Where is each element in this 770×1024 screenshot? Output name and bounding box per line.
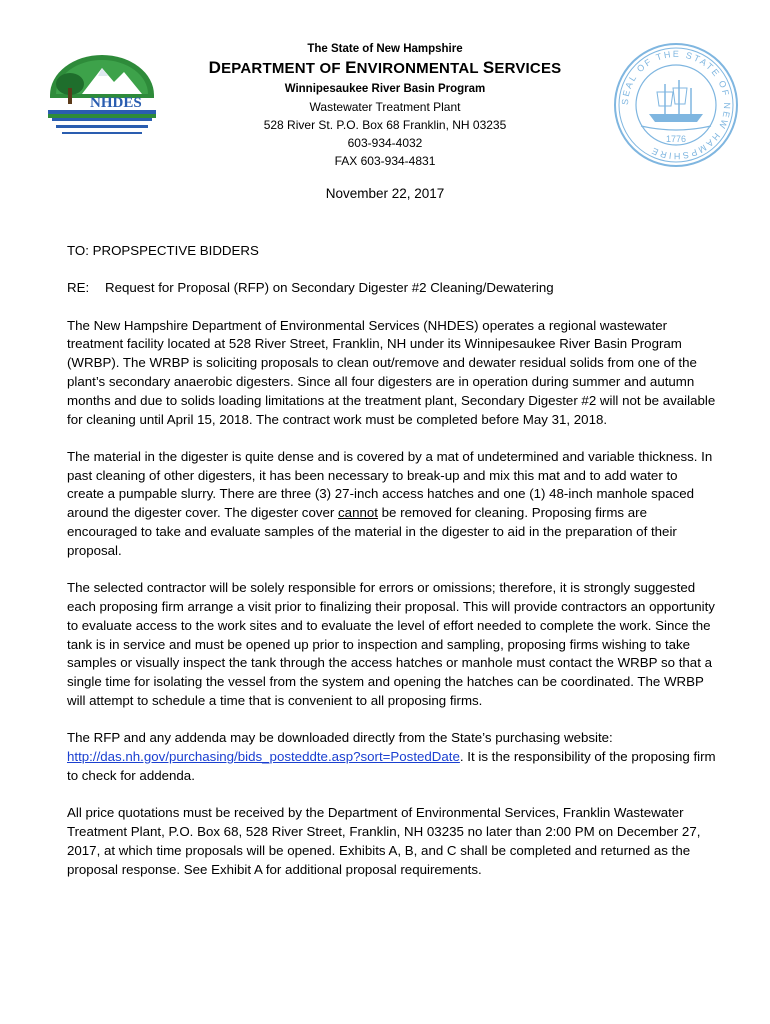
fax: FAX 603-934-4831 [334, 154, 436, 168]
department-name: DEPARTMENT OF ENVIRONMENTAL SERVICES [208, 58, 562, 77]
svg-text:SEAL OF THE STATE OF NEW HAMPS [620, 49, 732, 161]
nhdes-logo-graphic [42, 50, 162, 140]
letter-body [67, 242, 717, 898]
paragraph-1: The New Hampshire Department of Environmental Services (NHDES) operates a regional wastewater treatment facility located at 528 River Street, Franklin, NH under its Winnipesaukee River Basin Program (WRBP). The WRBP is soliciting proposals to clean out/remove and dewater residual solids from one of the plant’s secondary anaerobic digesters. Since all four digesters are in operation during summer and autumn months and due to solids loading limitations at the treatment plant, Secondary Digester #2 will not be available for cleaning until April 15, 2018. The contract work must be completed before May 31, 2018. [67, 317, 716, 427]
seal-year: 1776 [665, 134, 687, 144]
nhdes-logo [42, 50, 162, 140]
re-label: RE: [67, 280, 90, 296]
facility-name: Wastewater Treatment Plant [309, 100, 461, 114]
paragraph-3: The selected contractor will be solely responsible for errors or omissions; therefore, it is strongly suggested each proposing firm arrange a visit prior to finalizing their proposal. This will provide contractors an opportunity to evaluate access to the work sites and to evaluate the level of effort needed to complete the work. Since the tank is in service and must be opened up prior to inspection and sampling, proposing firms wishing to take samples or visually inspect the tank through the access hatches or manhole must contact the WRBP so that a single time for isolating the vessel from the system and opening the hatches can be coordinated. The WRBP will attempt to schedule a time that is convenient to all proposing firms. [67, 580, 715, 708]
to-line: TO: PROPSPECTIVE BIDDERS [67, 243, 259, 258]
paragraph-4: The RFP and any addenda may be downloaded directly from the State’s purchasing website: http://das.nh.gov/purchasing/bids_posteddte.asp?sort=PostedDate. It is the responsibility of the proposing firm to check for addenda. [67, 730, 716, 783]
state-name: The State of New Hampshire [307, 43, 463, 55]
paragraph-5: All price quotations must be received by the Department of Environmental Services, Franklin Wastewater Treatment Plant, P.O. Box 68, 528 River Street, Franklin, NH 03235 no later than 2:00 PM on December 27, 2017, at which time proposals will be opened. Exhibits A, B, and C shall be completed and returned as the proposal response. See Exhibit A for additional proposal requirements. [67, 805, 701, 877]
program-name: Winnipesaukee River Basin Program [284, 83, 486, 95]
logo-text: NHDES [90, 95, 142, 111]
phone: 603-934-4032 [347, 136, 423, 150]
state-seal [613, 42, 739, 168]
letter-date: November 22, 2017 [325, 186, 445, 201]
seal-graphic [613, 42, 739, 168]
address: 528 River St. P.O. Box 68 Franklin, NH 03235 [263, 118, 507, 132]
re-text: Request for Proposal (RFP) on Secondary Digester #2 Cleaning/Dewatering [105, 280, 554, 296]
re-line [67, 279, 717, 298]
letterhead [180, 42, 590, 170]
paragraph-2: The material in the digester is quite dense and is covered by a mat of undetermined and variable thickness. In past cleaning of other digesters, it has been necessary to break-up and mix this mat and to add water to create a pumpable slurry. There are three (3) 27-inch access hatches and one (1) 48-inch manhole spaced around the digester cover. The digester cover cannot be removed for cleaning. Proposing firms are encouraged to take and evaluate samples of the material in the digester to aid in the preparation of their proposal. [67, 448, 713, 558]
cannot-emphasis: cannot [338, 505, 378, 521]
purchasing-link[interactable]: http://das.nh.gov/purchasing/bids_posteddte.asp?sort=PostedDate [67, 749, 460, 765]
seal-text: SEAL OF THE STATE OF NEW HAMPSHIRE [619, 48, 733, 162]
